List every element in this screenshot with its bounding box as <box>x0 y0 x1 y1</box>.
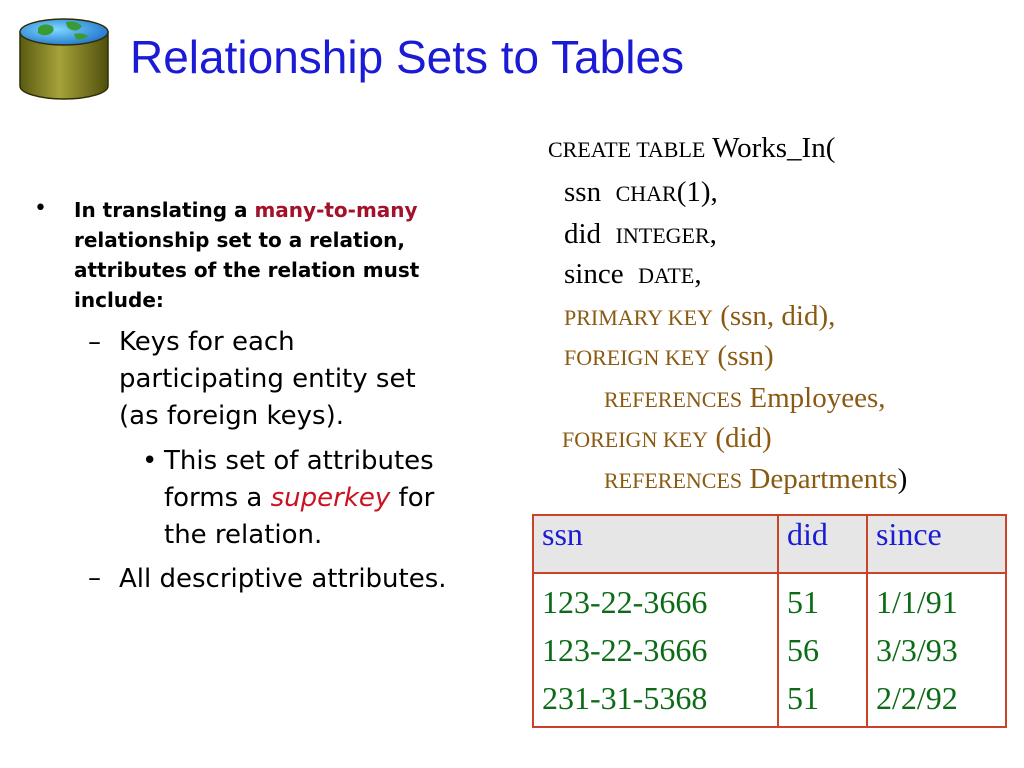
sql-line-did <box>564 218 717 251</box>
ssn-value: 123-22-3666 <box>542 584 708 620</box>
since-value: 3/3/93 <box>876 632 958 668</box>
sql-fk1-keyword: FOREIGN KEY <box>564 345 711 370</box>
sub-bullet-dash: – <box>88 563 101 593</box>
since-value: 1/1/91 <box>876 584 958 620</box>
sql-line-references-2 <box>604 463 907 496</box>
sub-sub-bullet-dot: • <box>142 446 158 476</box>
sql-char-keyword: CHAR <box>615 181 677 206</box>
sql-ref2-keyword: REFERENCES <box>604 468 743 493</box>
sql-line-foreign-key-1 <box>564 340 774 373</box>
table-header-row <box>533 515 1006 573</box>
bullet-dot: • <box>34 196 47 221</box>
sql-line-foreign-key-2 <box>562 422 772 455</box>
keys-line-2: participating entity set <box>119 364 416 394</box>
sql-pk-cols: (ssn, did), <box>712 300 836 332</box>
table-header-did: did <box>778 515 867 573</box>
sub-bullet-dash: – <box>88 327 101 357</box>
superkey-sub-bullet <box>164 443 434 554</box>
ssn-column-cell <box>533 573 778 727</box>
sql-date-tail: , <box>694 258 702 290</box>
table-header-since: since <box>867 515 1006 573</box>
main-bullet-part1: In translating a <box>74 198 255 222</box>
main-bullet-text <box>74 195 464 315</box>
sql-fk2-cols: (did) <box>708 422 772 454</box>
sql-since-col: since <box>564 258 624 290</box>
sql-table-name: Works_In( <box>705 132 836 164</box>
superkey-pre: forms a <box>164 483 271 513</box>
keys-line-3: (as foreign keys). <box>119 401 344 431</box>
sql-fk2-keyword: FOREIGN KEY <box>562 427 709 452</box>
sql-integer-keyword: INTEGER <box>615 223 710 248</box>
sql-line-primary-key <box>564 300 835 333</box>
sql-ref1-table: Employees, <box>742 382 886 414</box>
page-title: Relationship Sets to Tables <box>130 31 685 83</box>
table-header-ssn: ssn <box>533 515 778 573</box>
works-in-table <box>532 514 1007 728</box>
database-globe-icon <box>16 14 112 102</box>
main-bullet-part2: relationship set to a relation, attributes of the relation must include: <box>74 228 420 312</box>
sql-line-ssn <box>564 176 718 209</box>
sql-date-keyword: DATE <box>638 263 695 288</box>
sql-integer-tail: , <box>709 218 717 250</box>
superkey-line-1: This set of attributes <box>164 446 434 476</box>
sql-closing-paren: ) <box>897 463 908 495</box>
sql-create-keyword: CREATE TABLE <box>548 137 706 162</box>
sql-line-since <box>564 258 702 291</box>
sql-ssn-col: ssn <box>564 176 602 208</box>
sql-ref1-keyword: REFERENCES <box>604 387 743 412</box>
table-row <box>533 573 1006 727</box>
sql-line-create <box>548 132 835 165</box>
keys-line-1: Keys for each <box>119 327 295 357</box>
did-value: 56 <box>787 632 819 668</box>
since-value: 2/2/92 <box>876 680 958 716</box>
superkey-line-2 <box>164 480 434 517</box>
since-column-cell <box>867 573 1006 727</box>
sql-did-col: did <box>564 218 602 250</box>
did-value: 51 <box>787 680 819 716</box>
ssn-value: 231-31-5368 <box>542 680 708 716</box>
sql-char-args: (1), <box>676 176 718 208</box>
did-column-cell <box>778 573 867 727</box>
superkey-post: for <box>390 483 435 513</box>
descriptive-sub-bullet: All descriptive attributes. <box>119 564 447 594</box>
sql-pk-keyword: PRIMARY KEY <box>564 305 713 330</box>
sql-ref2-table: Departments <box>742 463 898 495</box>
superkey-line-3: the relation. <box>164 520 323 550</box>
keys-sub-bullet <box>119 324 416 435</box>
sql-fk1-cols: (ssn) <box>710 340 774 372</box>
many-to-many-highlight: many-to-many <box>254 198 418 222</box>
superkey-word: superkey <box>270 483 391 513</box>
did-value: 51 <box>787 584 819 620</box>
ssn-value: 123-22-3666 <box>542 632 708 668</box>
sql-line-references-1 <box>604 382 886 415</box>
